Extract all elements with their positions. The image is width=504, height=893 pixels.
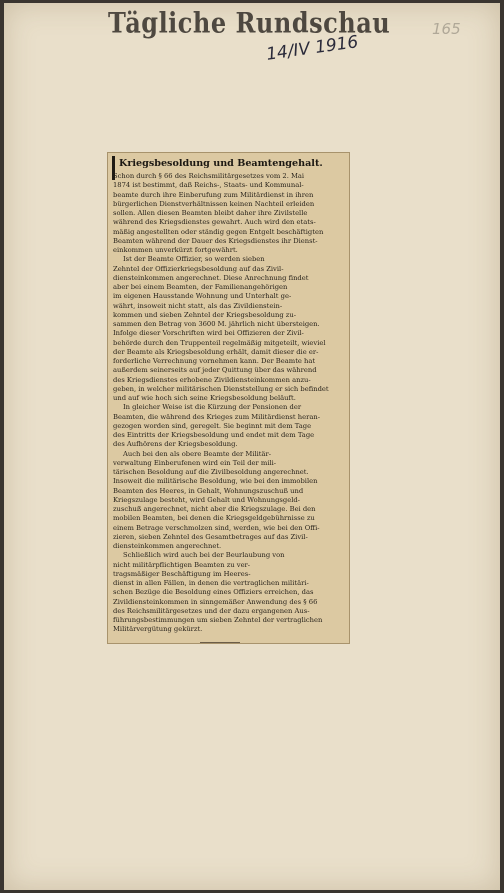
- article-line: zieren, sieben Zehntel des Gesamtbetrages auf das Zivil-: [113, 532, 308, 541]
- article-line: mobilen Beamten, bei denen die Kriegsgeldgebührnisse zu: [113, 514, 315, 523]
- article-line: dienst in allen Fällen, in denen die vertraglichen militäri-: [113, 579, 309, 587]
- article-line: im eigenen Hausstande Wohnung und Unterhalt ge-: [113, 292, 292, 301]
- initial-letter-ornament: [112, 156, 122, 180]
- article-line: Infolge dieser Vorschriften wird bei Offizieren der Zivil-: [113, 329, 304, 338]
- article-line: diensteinkommen angerechnet. Diese Anrechnung findet: [113, 273, 309, 282]
- article-line: tärischen Besoldung auf die Zivilbesoldung angerechnet.: [113, 468, 309, 476]
- article-line: Militärvergütung gekürzt.: [113, 625, 203, 634]
- article-body: [113, 172, 345, 635]
- article-line: Beamten während der Dauer des Kriegsdienstes ihr Dienst-: [113, 236, 318, 245]
- article-line: verwaltung Einberufenen wird ein Teil der mili-: [113, 458, 277, 467]
- article-line: Ist der Beamte Offizier, so werden sieben: [123, 255, 265, 264]
- article-line: sammen den Betrag von 3600 M. jährlich nicht übersteigen.: [113, 320, 320, 328]
- article-end-rule: [200, 642, 240, 643]
- article-line: nicht militärpflichtigen Beamten zu ver-: [113, 560, 251, 569]
- article-line: währt, insoweit nicht statt, als das Zivildienstein-: [113, 301, 283, 310]
- article-line: geben, in welcher militärischen Dienststellung er sich befindet: [113, 384, 329, 393]
- article-line: Kriegszulage besteht, wird Gehalt und Wohnungsgeld-: [113, 495, 300, 504]
- article-line: und auf wie hoch sich seine Kriegsbesoldung beläuft.: [113, 394, 296, 402]
- article-line: In gleicher Weise ist die Kürzung der Pensionen der: [123, 403, 302, 412]
- article-line: Schließlich wird auch bei der Beurlaubung von: [123, 551, 285, 560]
- article-line: Insoweit die militärische Besoldung, wie bei den immobilen: [113, 477, 318, 486]
- newspaper-name-stamp: Tägliche Rundschau: [108, 6, 391, 40]
- article-line: schen Bezüge die Besoldung eines Offiziers erreichen, das: [113, 588, 314, 597]
- article-line: diensteinkommen angerechnet.: [113, 542, 222, 550]
- article-line: Beamten des Heeres, in Gehalt, Wohnungszuschuß und: [113, 486, 304, 495]
- article-line: des Kriegsdienstes erhobene Zivildiensteinkommen anzu-: [113, 375, 311, 384]
- article-line: während des Kriegsdienstes gewahrt. Auch wird den etats-: [113, 218, 316, 227]
- article-line: Zivildiensteinkommen in sinngemäßer Anwendung des § 66: [113, 597, 318, 606]
- article-line: forderliche Verrechnung vornehmen kann. Der Beamte hat: [113, 357, 316, 365]
- article-line: außerdem seinerseits auf jeder Quittung über das während: [113, 366, 317, 375]
- article-line: 1874 ist bestimmt, daß Reichs-, Staats- und Kommunal-: [113, 181, 304, 190]
- article-line: sollen. Allen diesen Beamten bleibt daher ihre Zivilstelle: [113, 209, 308, 217]
- article-line: des Eintritts der Kriegsbesoldung und endet mit dem Tage: [113, 431, 315, 439]
- article-line: behörde durch den Truppenteil regelmäßig mitgeteilt, wieviel: [113, 338, 326, 347]
- article-line: aber bei einem Beamten, der Familienangehörigen: [113, 283, 288, 291]
- article-line: Beamten, die während des Krieges zum Militärdienst heran-: [113, 412, 320, 421]
- article-headline: Kriegsbesoldung und Beamtengehalt.: [119, 158, 323, 169]
- article-line: beamte durch ihre Einberufung zum Militärdienst in ihren: [113, 190, 314, 199]
- article-line: einkommen unverkürzt fortgewährt.: [113, 246, 238, 254]
- article-line: gezogen worden sind, geregelt. Sie beginnt mit dem Tage: [113, 421, 312, 430]
- handwritten-date: 14/IV 1916: [265, 32, 360, 65]
- article-line: bürgerlichen Dienstverhältnissen keinen Nachteil erleiden: [113, 199, 315, 208]
- article-line: der Beamte als Kriegsbesoldung erhält, damit dieser die er-: [113, 347, 319, 356]
- page-number: 165: [432, 20, 461, 38]
- article-line: tragsmäßiger Beschäftigung im Heeres-: [113, 569, 251, 578]
- article-line: Zehntel der Offizierkriegsbesoldung auf das Zivil-: [113, 264, 284, 273]
- article-line: Schon durch § 66 des Reichsmilitärgesetzes vom 2. Mai: [113, 172, 305, 180]
- article-line: mäßig angestellten oder ständig gegen Entgelt beschäftigten: [113, 227, 324, 236]
- article-line: führungsbestimmungen um sieben Zehntel der vertraglichen: [113, 616, 323, 624]
- article-line: Auch bei den als obere Beamte der Militär-: [123, 449, 272, 458]
- article-line: zuschuß angerechnet, nicht aber die Kriegszulage. Bei den: [113, 505, 316, 513]
- newspaper-clipping: [107, 152, 350, 644]
- article-line: des Aufhörens der Kriegsbesoldung.: [113, 440, 238, 449]
- article-line: des Reichsmilitärgesetzes und der dazu ergangenen Aus-: [113, 606, 310, 615]
- article-line: einem Betrage verschmolzen sind, werden, wie bei den Offi-: [113, 523, 320, 532]
- article-line: kommen und sieben Zehntel der Kriegsbesoldung zu-: [113, 310, 296, 319]
